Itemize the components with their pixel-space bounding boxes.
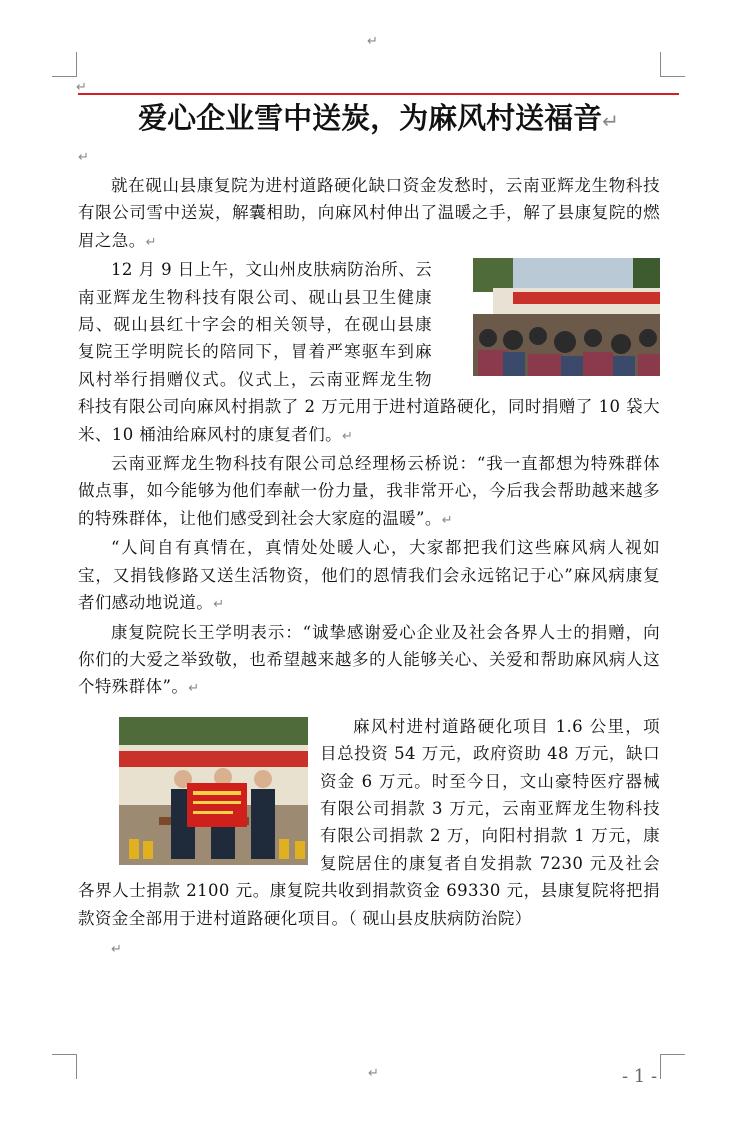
- document-title: [78, 96, 679, 137]
- photo-donation-handover[interactable]: [86, 717, 308, 865]
- document-title-text: 爱心企业雪中送炭，为麻风村送福音: [138, 101, 603, 135]
- page-number: - 1 -: [622, 1066, 658, 1087]
- trailing-empty-paragraph: ↵: [111, 941, 123, 957]
- paragraph-5: 康复院院长王学明表示：“诚挚感谢爱心企业及社会各界人士的捐赠，向你们的大爱之举致敬，也希望越来越多的人能够关心、关爱和帮助麻风病人这个特殊群体”。↵: [78, 622, 660, 697]
- paragraph-2: 12 月 9 日上午，文山州皮肤病防治所、云南亚辉龙生物科技有限公司、砚山县卫生健康局、砚山县红十字会的相关领导，在砚山县康复院王学明院长的陪同下，冒着严寒驱车到麻风村举行捐赠仪式。仪式上，云南亚辉龙生物科技有限公司向麻风村捐款了 2 万元用于进村道路硬化，同时捐赠了 10 袋大米、10 桶油给麻风村的康复者们。↵: [78, 256, 660, 450]
- ceremony-photo-graphic: [473, 258, 660, 376]
- blank-line-mark: ↵: [78, 150, 89, 165]
- paragraph-1: 就在砚山县康复院为进村道路硬化缺口资金发愁时，云南亚辉龙生物科技有限公司雪中送炭，解囊相助，向麻风村伸出了温暖之手，解了县康复院的燃眉之急。↵: [78, 176, 660, 250]
- donation-photo-graphic: [119, 717, 308, 865]
- paragraph-4: “人间自有真情在，真情处处暖人心，大家都把我们这些麻风病人视如宝，又捐钱修路又送生活物资，他们的恩情我们会永远铭记于心”麻风病康复者们感动地说道。↵: [78, 538, 660, 613]
- document-body[interactable]: [78, 172, 660, 963]
- header-red-rule: [78, 93, 679, 95]
- footer-paragraph-mark: ↵: [368, 1066, 379, 1081]
- crop-mark-bottom-right: [660, 1054, 685, 1079]
- crop-mark-top-right: [660, 52, 685, 77]
- title-paragraph-mark: ↵: [602, 109, 619, 133]
- header-paragraph-mark: ↵: [367, 34, 378, 49]
- title-anchor-mark: ↵: [76, 80, 87, 95]
- photo-ceremony-crowd[interactable]: [440, 258, 660, 376]
- paragraph-6: 麻风村进村道路硬化项目 1.6 公里，项目总投资 54 万元，政府资助 48 万元，缺口资金 6 万元。时至今日，文山豪特医疗器械有限公司捐款 3 万元，云南亚辉龙生物科技有限公司捐款 2 万，向阳村捐款 1 万元，康复院居住的康复者自发捐款 7230 元及社会各界人士捐款 2100 元。康复院共收到捐款资金 69330 元，县康复院将把捐款资金全部用于进村道路硬化项目。（ 砚山县皮肤病防治院）: [78, 716, 660, 928]
- crop-mark-bottom-left: [52, 1054, 77, 1079]
- crop-mark-top-left: [52, 52, 77, 77]
- paragraph-3: 云南亚辉龙生物科技有限公司总经理杨云桥说：“我一直都想为特殊群体做点事，如今能够为他们奉献一份力量，我非常开心，今后我会帮助越来越多的特殊群体，让他们感受到社会大家庭的温暖”。↵: [78, 454, 660, 528]
